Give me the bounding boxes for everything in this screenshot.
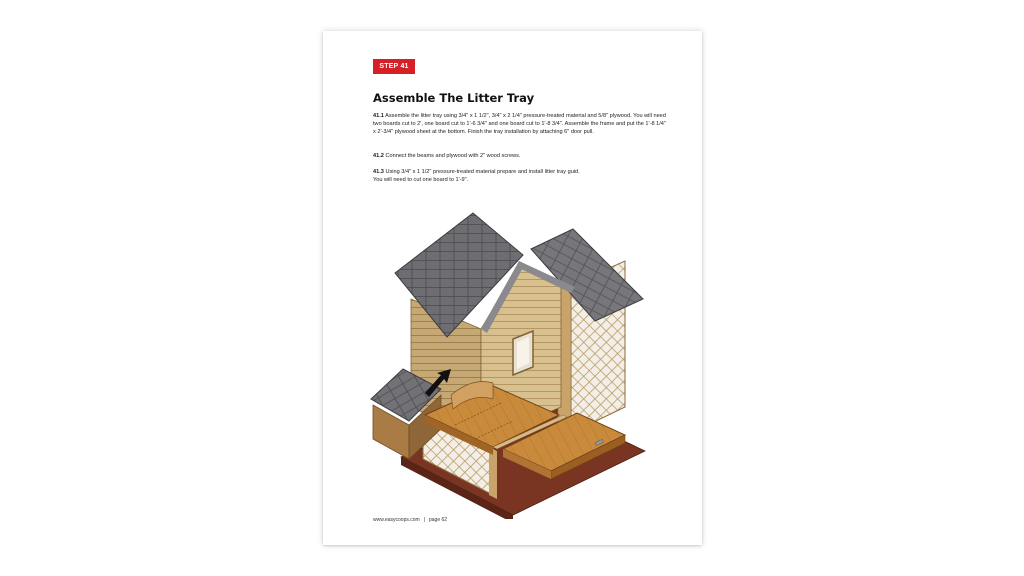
step-paragraph-41-3 xyxy=(373,168,669,184)
step-number: 41.2 xyxy=(373,153,384,159)
footer-separator: | xyxy=(423,517,425,523)
coop-illustration xyxy=(363,189,663,519)
step-text: Using 3/4" x 1 1/2" pressure-treated material prepare and install litter tray guid. xyxy=(385,169,580,175)
step-paragraph-41-1 xyxy=(373,112,669,137)
step-paragraph-41-2 xyxy=(373,152,669,160)
page-title: Assemble The Litter Tray xyxy=(373,91,535,105)
footer-page-number: page 62 xyxy=(429,517,448,523)
step-number: 41.3 xyxy=(373,169,384,175)
step-number: 41.1 xyxy=(373,113,384,119)
step-text: Assemble the litter tray using 3/4" x 1 1/2", 3/4" x 2 1/4" pressure-treated material and 5/8" plywood. You will need two boards cut to 2', one board cut to 1'-6 3/4" and one board cut to 1'-8 3/4". Assemble the frame and put the 1'-8 1/4" x 2'-3/4" plywood sheet at the bottom. Finish the tray installation by attaching 6" door pull. xyxy=(373,113,666,136)
footer-website: www.easycoops.com xyxy=(373,517,420,523)
document-page xyxy=(323,31,702,545)
page-footer xyxy=(373,517,447,523)
step-text: Connect the beams and plywood with 2" wood screws. xyxy=(385,153,521,159)
step-text-line2: You will need to cut one board to 1'-9". xyxy=(373,177,469,184)
step-badge: STEP 41 xyxy=(373,59,415,74)
